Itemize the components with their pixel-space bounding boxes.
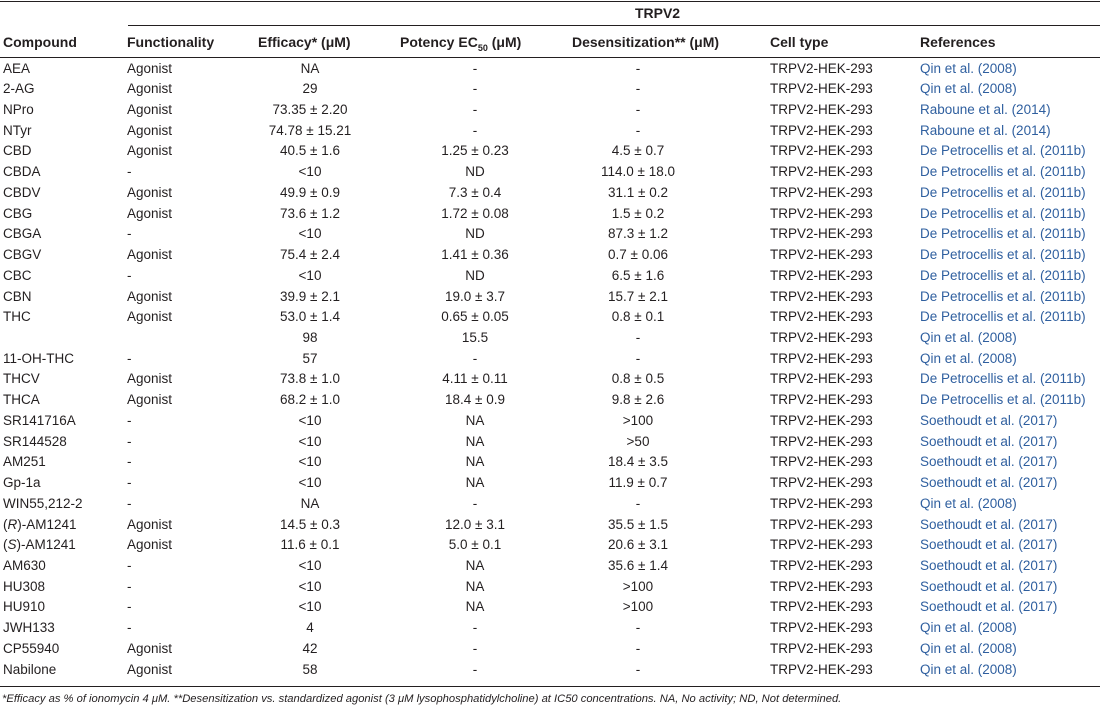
cell-cell-type: TRPV2-HEK-293 <box>770 558 873 574</box>
cell-functionality: Agonist <box>127 101 173 117</box>
cell-cell-type: TRPV2-HEK-293 <box>770 661 873 677</box>
cell-compound: CBDA <box>3 164 41 180</box>
cell-reference-link[interactable]: Soethoudt et al. (2017) <box>920 412 1058 428</box>
cell-compound: NTyr <box>3 122 32 138</box>
cell-desensitization: 0.7 ± 0.06 <box>608 247 668 263</box>
cell-reference-link[interactable]: Soethoudt et al. (2017) <box>920 599 1058 615</box>
cell-functionality: - <box>127 620 132 636</box>
cell-reference-link[interactable]: Soethoudt et al. (2017) <box>920 537 1058 553</box>
cell-reference-link[interactable]: De Petrocellis et al. (2011b) <box>920 143 1086 159</box>
cell-desensitization: 0.8 ± 0.5 <box>611 371 665 387</box>
header-desensitization: Desensitization** (μM) <box>572 34 720 50</box>
cell-desensitization: - <box>635 122 641 138</box>
cell-desensitization: - <box>635 350 641 366</box>
cell-cell-type: TRPV2-HEK-293 <box>770 309 873 325</box>
table-row <box>0 204 1100 225</box>
cell-reference-link[interactable]: Soethoudt et al. (2017) <box>920 516 1058 532</box>
cell-functionality: Agonist <box>127 640 173 656</box>
compound-prefix: ( <box>3 537 8 553</box>
cell-cell-type: TRPV2-HEK-293 <box>770 267 873 283</box>
cell-functionality: - <box>127 164 132 180</box>
cell-efficacy: <10 <box>298 412 322 428</box>
cell-desensitization: - <box>635 81 641 97</box>
cell-functionality: Agonist <box>127 60 173 76</box>
table-row <box>0 287 1100 308</box>
table-row <box>0 452 1100 473</box>
cell-functionality: Agonist <box>127 122 173 138</box>
cell-desensitization: 114.0 ± 18.0 <box>601 164 675 180</box>
cell-cell-type: TRPV2-HEK-293 <box>770 516 873 532</box>
cell-compound: NPro <box>3 101 34 117</box>
table-row <box>0 369 1100 390</box>
cell-reference-link[interactable]: De Petrocellis et al. (2011b) <box>920 288 1086 304</box>
cell-efficacy: <10 <box>298 599 322 615</box>
cell-compound: CP55940 <box>3 640 60 656</box>
cell-potency: NA <box>465 558 485 574</box>
cell-functionality: Agonist <box>127 309 173 325</box>
cell-cell-type: TRPV2-HEK-293 <box>770 392 873 408</box>
cell-functionality: - <box>127 350 132 366</box>
cell-efficacy: <10 <box>298 454 322 470</box>
cell-efficacy: 14.5 ± 0.3 <box>280 516 340 532</box>
cell-potency: - <box>472 60 478 76</box>
cell-efficacy: 29 <box>302 81 318 97</box>
header-potency-prefix: Potency EC <box>400 34 478 50</box>
cell-desensitization: 6.5 ± 1.6 <box>611 267 665 283</box>
cell-efficacy: 74.78 ± 15.21 <box>268 122 352 138</box>
cell-efficacy: 57 <box>302 350 318 366</box>
cell-reference-link[interactable]: Soethoudt et al. (2017) <box>920 475 1058 491</box>
cell-efficacy: 53.0 ± 1.4 <box>280 309 340 325</box>
cell-potency: - <box>472 81 478 97</box>
cell-potency: 1.25 ± 0.23 <box>441 143 509 159</box>
cell-reference-link[interactable]: Qin et al. (2008) <box>920 350 1017 366</box>
cell-compound: Gp-1a <box>3 475 41 491</box>
table-group-title <box>0 4 1100 22</box>
table-row <box>0 535 1100 556</box>
cell-potency: NA <box>465 578 485 594</box>
cell-cell-type: TRPV2-HEK-293 <box>770 599 873 615</box>
cell-functionality: Agonist <box>127 247 173 263</box>
cell-compound: JWH133 <box>3 620 55 636</box>
cell-cell-type: TRPV2-HEK-293 <box>770 184 873 200</box>
cell-reference-link[interactable]: Soethoudt et al. (2017) <box>920 558 1058 574</box>
compound-stereo-label: S <box>7 537 17 553</box>
table-row <box>0 307 1100 328</box>
cell-compound: THC <box>3 309 31 325</box>
cell-desensitization: 9.8 ± 2.6 <box>611 392 665 408</box>
cell-compound: SR144528 <box>3 433 67 449</box>
table-row <box>0 328 1100 349</box>
cell-functionality: Agonist <box>127 205 173 221</box>
cell-efficacy: 42 <box>302 640 318 656</box>
cell-functionality: Agonist <box>127 81 173 97</box>
cell-cell-type: TRPV2-HEK-293 <box>770 495 873 511</box>
cell-functionality: - <box>127 454 132 470</box>
cell-efficacy: 73.35 ± 2.20 <box>272 101 348 117</box>
cell-desensitization: 31.1 ± 0.2 <box>608 184 668 200</box>
cell-potency: 7.3 ± 0.4 <box>448 184 502 200</box>
cell-reference-link[interactable]: Raboune et al. (2014) <box>920 101 1051 117</box>
cell-reference-link[interactable]: De Petrocellis et al. (2011b) <box>920 184 1086 200</box>
table-footnote: *Efficacy as % of ionomycin 4 μM. **Desensitization vs. standardized agonist (3 μM lysophosphatidylcholine) at IC50 concentrations. NA, No activity; ND, Not determined. <box>2 693 842 705</box>
cell-efficacy: 68.2 ± 1.0 <box>280 392 340 408</box>
cell-desensitization: 20.6 ± 3.1 <box>608 537 668 553</box>
cell-efficacy: <10 <box>298 433 322 449</box>
cell-efficacy: <10 <box>298 578 322 594</box>
compound-rest: )-AM1241 <box>16 537 76 553</box>
cell-potency: ND <box>465 226 485 242</box>
cell-functionality: - <box>127 495 132 511</box>
table-row <box>0 411 1100 432</box>
cell-compound: THCV <box>3 371 40 387</box>
cell-desensitization: - <box>635 101 641 117</box>
cell-potency: ND <box>465 164 485 180</box>
cell-compound: AM251 <box>3 454 46 470</box>
cell-efficacy: 39.9 ± 2.1 <box>280 288 340 304</box>
table-row <box>0 141 1100 162</box>
cell-potency: NA <box>465 454 485 470</box>
cell-efficacy: <10 <box>298 475 322 491</box>
cell-compound: WIN55,212-2 <box>3 495 83 511</box>
table-row <box>0 618 1100 639</box>
cell-compound: CBN <box>3 288 32 304</box>
table-row <box>0 349 1100 370</box>
table-row <box>0 245 1100 266</box>
cell-functionality: - <box>127 475 132 491</box>
table-row <box>0 494 1100 515</box>
cell-cell-type: TRPV2-HEK-293 <box>770 371 873 387</box>
cell-compound: 2-AG <box>3 81 35 97</box>
cell-potency: 5.0 ± 0.1 <box>448 537 502 553</box>
cell-functionality: - <box>127 412 132 428</box>
cell-compound <box>3 515 77 536</box>
cell-reference-link[interactable]: Soethoudt et al. (2017) <box>920 578 1058 594</box>
top-rule <box>0 1 1100 2</box>
cell-compound: CBGA <box>3 226 42 242</box>
table-row <box>0 473 1100 494</box>
cell-potency: - <box>472 101 478 117</box>
cell-compound: SR141716A <box>3 412 76 428</box>
table-row <box>0 224 1100 245</box>
cell-reference-link[interactable]: Qin et al. (2008) <box>920 60 1017 76</box>
cell-cell-type: TRPV2-HEK-293 <box>770 475 873 491</box>
cell-potency: 1.72 ± 0.08 <box>441 205 509 221</box>
cell-efficacy: <10 <box>298 267 322 283</box>
table-row <box>0 100 1100 121</box>
table-row <box>0 432 1100 453</box>
group-underline <box>128 25 1100 26</box>
bottom-rule <box>0 686 1100 687</box>
cell-potency: 18.4 ± 0.9 <box>445 392 505 408</box>
cell-compound: THCA <box>3 392 40 408</box>
table-row <box>0 121 1100 142</box>
cell-reference-link[interactable]: Qin et al. (2008) <box>920 640 1017 656</box>
header-functionality: Functionality <box>127 34 215 50</box>
header-potency <box>400 33 521 57</box>
cell-desensitization: - <box>635 620 641 636</box>
cell-cell-type: TRPV2-HEK-293 <box>770 288 873 304</box>
table-row <box>0 390 1100 411</box>
cell-functionality: Agonist <box>127 143 173 159</box>
cell-cell-type: TRPV2-HEK-293 <box>770 101 873 117</box>
table-row <box>0 556 1100 577</box>
header-efficacy: Efficacy* (μM) <box>258 34 351 50</box>
cell-efficacy: 4 <box>306 620 314 636</box>
cell-potency: 0.65 ± 0.05 <box>441 309 509 325</box>
cell-desensitization: 35.5 ± 1.5 <box>608 516 668 532</box>
cell-cell-type: TRPV2-HEK-293 <box>770 578 873 594</box>
cell-functionality: Agonist <box>127 537 173 553</box>
cell-functionality: - <box>127 433 132 449</box>
cell-cell-type: TRPV2-HEK-293 <box>770 164 873 180</box>
cell-potency: - <box>472 661 478 677</box>
cell-efficacy: 40.5 ± 1.6 <box>280 143 340 159</box>
cell-desensitization: - <box>635 329 641 345</box>
group-title-text: TRPV2 <box>634 5 681 21</box>
cell-compound: AEA <box>3 60 31 76</box>
header-references: References <box>920 34 996 50</box>
cell-desensitization: 18.4 ± 3.5 <box>608 454 668 470</box>
cell-functionality: - <box>127 578 132 594</box>
cell-cell-type: TRPV2-HEK-293 <box>770 143 873 159</box>
table-row <box>0 639 1100 660</box>
cell-potency: NA <box>465 475 485 491</box>
cell-compound: HU308 <box>3 578 46 594</box>
cell-efficacy: <10 <box>298 164 322 180</box>
cell-efficacy: 58 <box>302 661 318 677</box>
cell-compound: CBD <box>3 143 32 159</box>
cell-cell-type: TRPV2-HEK-293 <box>770 60 873 76</box>
cell-reference-link[interactable]: De Petrocellis et al. (2011b) <box>920 205 1086 221</box>
cell-efficacy: 49.9 ± 0.9 <box>280 184 340 200</box>
cell-potency: 4.11 ± 0.11 <box>442 371 508 387</box>
cell-potency: 12.0 ± 3.1 <box>445 516 505 532</box>
cell-reference-link[interactable]: De Petrocellis et al. (2011b) <box>920 267 1086 283</box>
cell-reference-link[interactable]: De Petrocellis et al. (2011b) <box>920 371 1086 387</box>
table-row <box>0 162 1100 183</box>
cell-compound: CBG <box>3 205 33 221</box>
cell-functionality: - <box>127 226 132 242</box>
table-row <box>0 515 1100 536</box>
cell-reference-link[interactable]: De Petrocellis et al. (2011b) <box>920 392 1086 408</box>
cell-potency: 1.41 ± 0.36 <box>441 247 509 263</box>
cell-efficacy: 73.6 ± 1.2 <box>280 205 340 221</box>
cell-efficacy: <10 <box>298 558 322 574</box>
cell-desensitization: - <box>635 661 641 677</box>
compound-stereo-label: R <box>7 516 18 532</box>
cell-potency: - <box>472 640 478 656</box>
cell-potency: NA <box>465 412 485 428</box>
cell-functionality: - <box>127 558 132 574</box>
cell-desensitization: >100 <box>622 412 654 428</box>
cell-compound <box>3 535 76 556</box>
cell-desensitization: 35.6 ± 1.4 <box>608 558 668 574</box>
header-potency-subscript: 50 <box>477 42 488 53</box>
table-row <box>0 183 1100 204</box>
cell-efficacy: NA <box>300 495 320 511</box>
header-cell-type: Cell type <box>770 34 829 50</box>
cell-desensitization: - <box>635 495 641 511</box>
table-row <box>0 660 1100 681</box>
cell-cell-type: TRPV2-HEK-293 <box>770 122 873 138</box>
cell-cell-type: TRPV2-HEK-293 <box>770 640 873 656</box>
cell-desensitization: 15.7 ± 2.1 <box>608 288 668 304</box>
cell-potency: NA <box>465 599 485 615</box>
cell-desensitization: 4.5 ± 0.7 <box>611 143 665 159</box>
table-row <box>0 79 1100 100</box>
cell-desensitization: >100 <box>622 599 654 615</box>
cell-cell-type: TRPV2-HEK-293 <box>770 247 873 263</box>
cell-cell-type: TRPV2-HEK-293 <box>770 620 873 636</box>
cell-functionality: Agonist <box>127 288 173 304</box>
cell-efficacy: 98 <box>302 329 318 345</box>
cell-cell-type: TRPV2-HEK-293 <box>770 81 873 97</box>
cell-cell-type: TRPV2-HEK-293 <box>770 226 873 242</box>
cell-compound: CBDV <box>3 184 41 200</box>
cell-desensitization: - <box>635 60 641 76</box>
cell-reference-link[interactable]: Qin et al. (2008) <box>920 81 1017 97</box>
cell-desensitization: - <box>635 640 641 656</box>
cell-functionality: Agonist <box>127 184 173 200</box>
cell-efficacy: <10 <box>298 226 322 242</box>
cell-reference-link[interactable]: De Petrocellis et al. (2011b) <box>920 247 1086 263</box>
cell-compound: HU910 <box>3 599 46 615</box>
cell-potency: ND <box>465 267 485 283</box>
cell-efficacy: 73.8 ± 1.0 <box>280 371 340 387</box>
cell-cell-type: TRPV2-HEK-293 <box>770 205 873 221</box>
cell-compound: 11-OH-THC <box>3 350 75 366</box>
table-row <box>0 266 1100 287</box>
cell-reference-link[interactable]: Soethoudt et al. (2017) <box>920 433 1058 449</box>
cell-reference-link[interactable]: De Petrocellis et al. (2011b) <box>920 164 1086 180</box>
cell-efficacy: 75.4 ± 2.4 <box>280 247 340 263</box>
header-compound: Compound <box>3 34 77 50</box>
cell-functionality: - <box>127 599 132 615</box>
cell-reference-link[interactable]: Soethoudt et al. (2017) <box>920 454 1058 470</box>
header-potency-suffix: (μM) <box>487 34 522 50</box>
cell-compound: CBGV <box>3 247 42 263</box>
cell-desensitization: 0.8 ± 0.1 <box>611 309 665 325</box>
cell-cell-type: TRPV2-HEK-293 <box>770 412 873 428</box>
cell-potency: 19.0 ± 3.7 <box>445 288 505 304</box>
cell-desensitization: >50 <box>626 433 650 449</box>
cell-potency: 15.5 <box>461 329 489 345</box>
table-row <box>0 577 1100 598</box>
cell-functionality: Agonist <box>127 392 173 408</box>
cell-potency: - <box>472 122 478 138</box>
cell-potency: NA <box>465 433 485 449</box>
cell-cell-type: TRPV2-HEK-293 <box>770 350 873 366</box>
cell-potency: - <box>472 620 478 636</box>
cell-functionality: - <box>127 267 132 283</box>
cell-reference-link[interactable]: De Petrocellis et al. (2011b) <box>920 226 1086 242</box>
cell-functionality: Agonist <box>127 516 173 532</box>
cell-reference-link[interactable]: De Petrocellis et al. (2011b) <box>920 309 1086 325</box>
cell-cell-type: TRPV2-HEK-293 <box>770 537 873 553</box>
cell-cell-type: TRPV2-HEK-293 <box>770 454 873 470</box>
cell-efficacy: 11.6 ± 0.1 <box>280 537 340 553</box>
table-row <box>0 59 1100 80</box>
cell-reference-link[interactable]: Qin et al. (2008) <box>920 495 1017 511</box>
cell-potency: - <box>472 495 478 511</box>
cell-reference-link[interactable]: Raboune et al. (2014) <box>920 122 1051 138</box>
compound-prefix: ( <box>3 516 8 532</box>
cell-compound: AM630 <box>3 558 46 574</box>
cell-reference-link[interactable]: Qin et al. (2008) <box>920 329 1017 345</box>
cell-reference-link[interactable]: Qin et al. (2008) <box>920 661 1017 677</box>
table-row <box>0 597 1100 618</box>
cell-efficacy: NA <box>300 60 320 76</box>
cell-cell-type: TRPV2-HEK-293 <box>770 433 873 449</box>
cell-desensitization: >100 <box>622 578 654 594</box>
cell-compound: Nabilone <box>3 661 57 677</box>
cell-functionality: Agonist <box>127 371 173 387</box>
cell-desensitization: 1.5 ± 0.2 <box>611 205 665 221</box>
compound-rest: )-AM1241 <box>17 516 77 532</box>
cell-potency: - <box>472 350 478 366</box>
cell-desensitization: 11.9 ± 0.7 <box>608 475 668 491</box>
cell-compound: CBC <box>3 267 32 283</box>
cell-cell-type: TRPV2-HEK-293 <box>770 329 873 345</box>
cell-reference-link[interactable]: Qin et al. (2008) <box>920 620 1017 636</box>
cell-functionality: Agonist <box>127 661 173 677</box>
cell-desensitization: 87.3 ± 1.2 <box>608 226 668 242</box>
